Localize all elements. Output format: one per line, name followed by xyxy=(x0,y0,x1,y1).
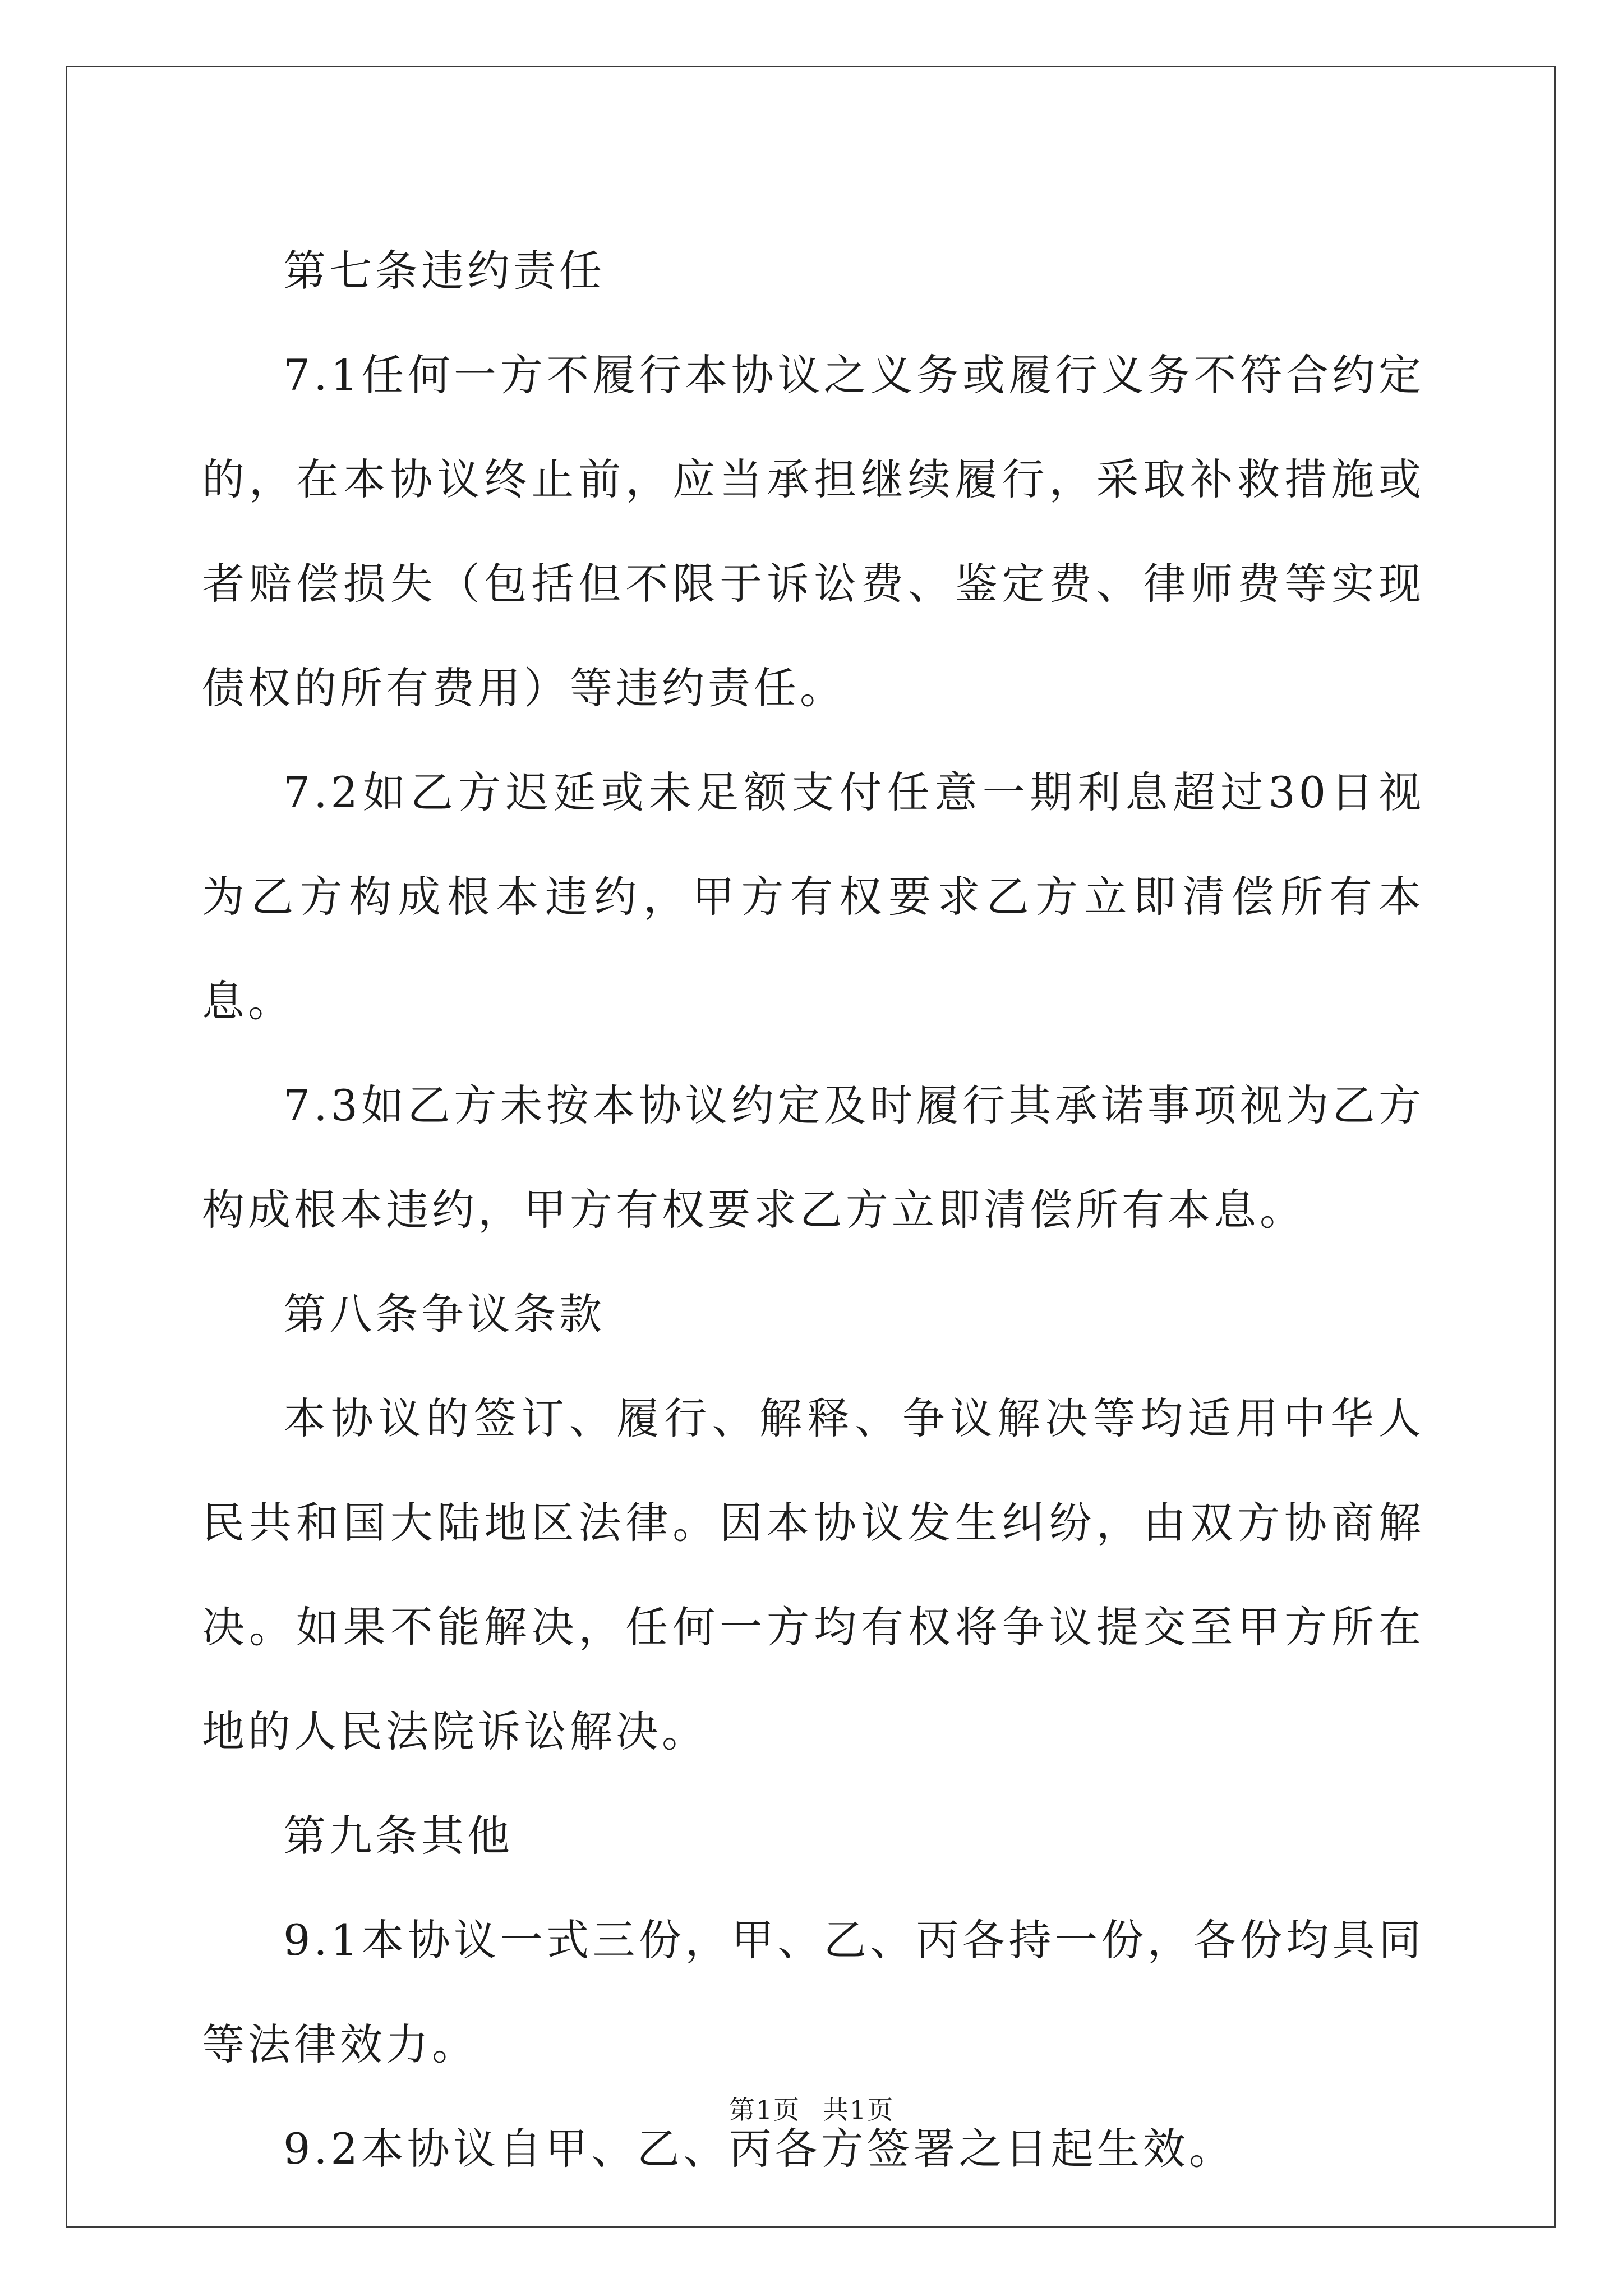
page-footer xyxy=(0,2090,1623,2127)
section-heading-7: 第七条违约责任 xyxy=(283,246,605,296)
clause-9-2: 9.2本协议自甲、乙、丙各方签署之日起生效。 xyxy=(283,2124,1235,2174)
clause-7-3: 7.3如乙方未按本协议约定及时履行其承诺事项视为乙方构成根本违约，甲方有权要求乙方立即清偿所有本息。 xyxy=(202,1080,1424,1235)
section-heading-9: 第九条其他 xyxy=(283,1811,513,1861)
clause-7-2: 7.2如乙方迟延或未足额支付任意一期利息超过30日视为乙方构成根本违约，甲方有权要求乙方立即清偿所有本息。 xyxy=(202,767,1424,1026)
document-body xyxy=(202,219,1424,2201)
page-number: 第1页 xyxy=(728,2095,800,2125)
clause-9-1: 9.1本协议一式三份，甲、乙、丙各持一份，各份均具同等法律效力。 xyxy=(202,1915,1424,2069)
page-count: 共1页 xyxy=(823,2095,895,2125)
section-heading-8: 第八条争议条款 xyxy=(283,1289,605,1339)
clause-7-1: 7.1任何一方不履行本协议之义务或履行义务不符合约定的，在本协议终止前，应当承担继续履行，采取补救措施或者赔偿损失（包括但不限于诉讼费、鉴定费、律师费等实现债权的所有费用）等违约责任。 xyxy=(202,350,1424,713)
clause-8-body: 本协议的签订、履行、解释、争议解决等均适用中华人民共和国大陆地区法律。因本协议发生纠纷，由双方协商解决。如果不能解决，任何一方均有权将争议提交至甲方所在地的人民法院诉讼解决。 xyxy=(202,1393,1424,1756)
